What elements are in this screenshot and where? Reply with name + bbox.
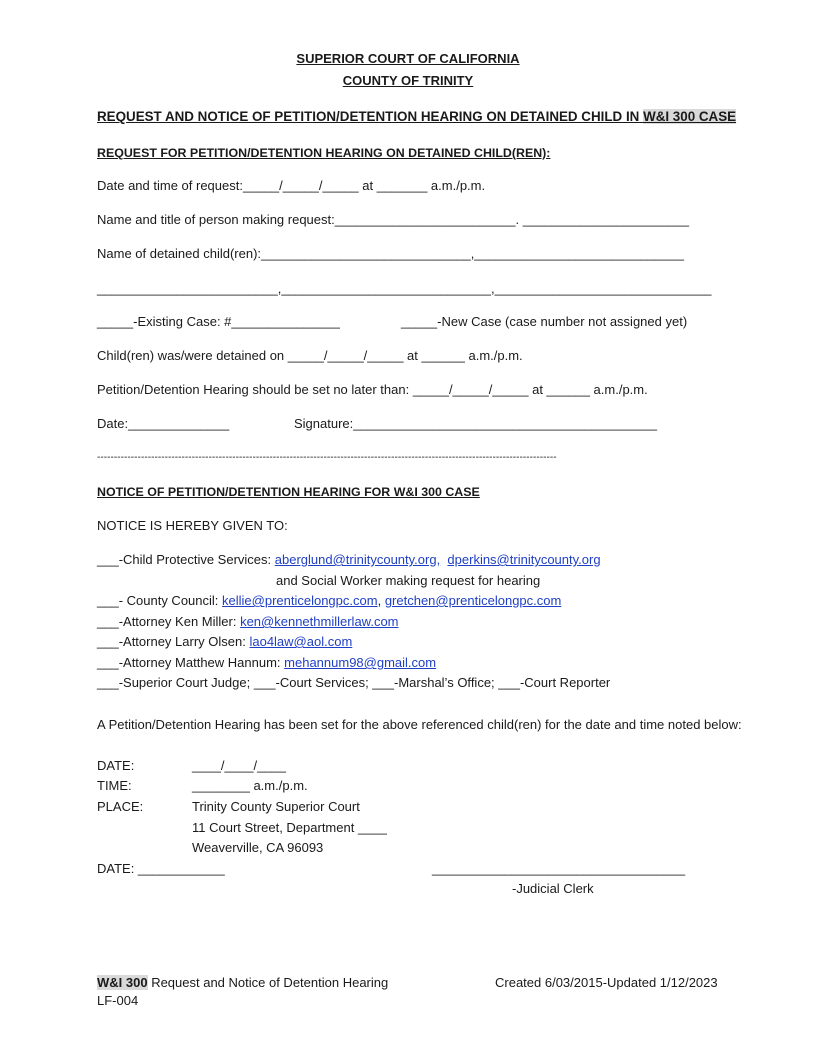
olsen-email-link[interactable]: lao4law@aol.com: [249, 634, 353, 649]
existing-case-field: _____-Existing Case: #_______________: [97, 314, 340, 329]
hannum-email-link[interactable]: mehannum98@gmail.com: [284, 655, 437, 670]
footer-form-description: [97, 975, 388, 991]
detained-on-field: Child(ren) was/were detained on _____/_____/_____ at ______ a.m./p.m.: [97, 348, 523, 363]
cps-recipient: [97, 552, 601, 568]
hearing-date-label: DATE:: [97, 758, 135, 773]
notice-given-to: NOTICE IS HEREBY GIVEN TO:: [97, 518, 288, 533]
miller-recipient: [97, 614, 399, 630]
request-date-time: Date and time of request:_____/_____/_____ at _______ a.m./p.m.: [97, 178, 486, 193]
notice-date-field: DATE: ____________: [97, 861, 225, 876]
form-title-main: REQUEST AND NOTICE OF PETITION/DETENTION HEARING ON DETAINED CHILD IN: [97, 109, 644, 124]
hearing-deadline-field: Petition/Detention Hearing should be set no later than: _____/_____/_____ at ______ a.m./p.m.: [97, 382, 648, 397]
council-recipient: [97, 593, 561, 609]
new-case-field: _____-New Case (case number not assigned yet): [401, 314, 688, 329]
clerk-signature-line: ___________________________________: [432, 861, 686, 876]
clerk-label: -Judicial Clerk: [512, 881, 594, 896]
request-date-field: Date:______________: [97, 416, 230, 431]
request-heading: REQUEST FOR PETITION/DETENTION HEARING ON DETAINED CHILD(REN):: [97, 146, 551, 160]
hearing-date-value: ____/____/____: [192, 758, 286, 773]
hearing-place-label: PLACE:: [97, 799, 144, 814]
olsen-recipient: [97, 634, 352, 650]
council-email-link-2[interactable]: gretchen@prenticelongpc.com: [384, 593, 562, 608]
court-recipients: ___-Superior Court Judge; ___-Court Services; ___-Marshal’s Office; ___-Court Reporter: [97, 675, 611, 690]
hearing-time-value: ________ a.m./p.m.: [192, 778, 308, 793]
footer-desc: Request and Notice of Detention Hearing: [147, 975, 389, 990]
footer-code: W&I 300: [97, 975, 148, 990]
notice-heading: NOTICE OF PETITION/DETENTION HEARING FOR W&I 300 CASE: [97, 485, 480, 499]
footer-created-updated: Created 6/03/2015-Updated 1/12/2023: [495, 975, 718, 990]
detained-children-names-continued: _________________________,_____________________________,______________________________: [97, 281, 712, 296]
council-label: ___- County Council:: [97, 593, 223, 608]
council-email-link-1[interactable]: kellie@prenticelongpc.com: [222, 593, 378, 608]
olsen-label: ___-Attorney Larry Olsen:: [97, 634, 250, 649]
miller-label: ___-Attorney Ken Miller:: [97, 614, 241, 629]
hearing-set-statement: A Petition/Detention Hearing has been set for the above referenced child(ren) for the date and time noted below:: [97, 717, 742, 732]
signature-field: Signature:__________________________________________: [294, 416, 657, 431]
detained-children-names: Name of detained child(ren):_____________________________,_____________________________: [97, 246, 684, 261]
hearing-place-line-1: Trinity County Superior Court: [192, 799, 360, 814]
cps-email-link-1[interactable]: aberglund@trinitycounty.org,: [274, 552, 441, 567]
county-name: COUNTY OF TRINITY: [342, 73, 474, 88]
council-separator: ,: [377, 593, 385, 608]
hannum-recipient: [97, 655, 436, 671]
requester-name-title: Name and title of person making request:_________________________. _______________________: [97, 212, 690, 227]
hearing-place-line-3: Weaverville, CA 96093: [192, 840, 324, 855]
hearing-place-line-2: 11 Court Street, Department ____: [192, 820, 387, 835]
cps-note: and Social Worker making request for hearing: [276, 573, 541, 588]
form-title: [97, 109, 736, 125]
hearing-time-label: TIME:: [97, 778, 132, 793]
miller-email-link[interactable]: ken@kennethmillerlaw.com: [240, 614, 399, 629]
section-divider: ----------------------------------------------------------------------------------------------------------------------------------------: [97, 452, 557, 463]
footer-form-id: LF-004: [97, 993, 139, 1008]
court-name: SUPERIOR COURT OF CALIFORNIA: [296, 51, 520, 66]
hannum-label: ___-Attorney Matthew Hannum:: [97, 655, 285, 670]
cps-email-link-2[interactable]: dperkins@trinitycounty.org: [447, 552, 601, 567]
cps-label: ___-Child Protective Services:: [97, 552, 275, 567]
form-title-code: W&I 300 CASE: [643, 109, 737, 124]
